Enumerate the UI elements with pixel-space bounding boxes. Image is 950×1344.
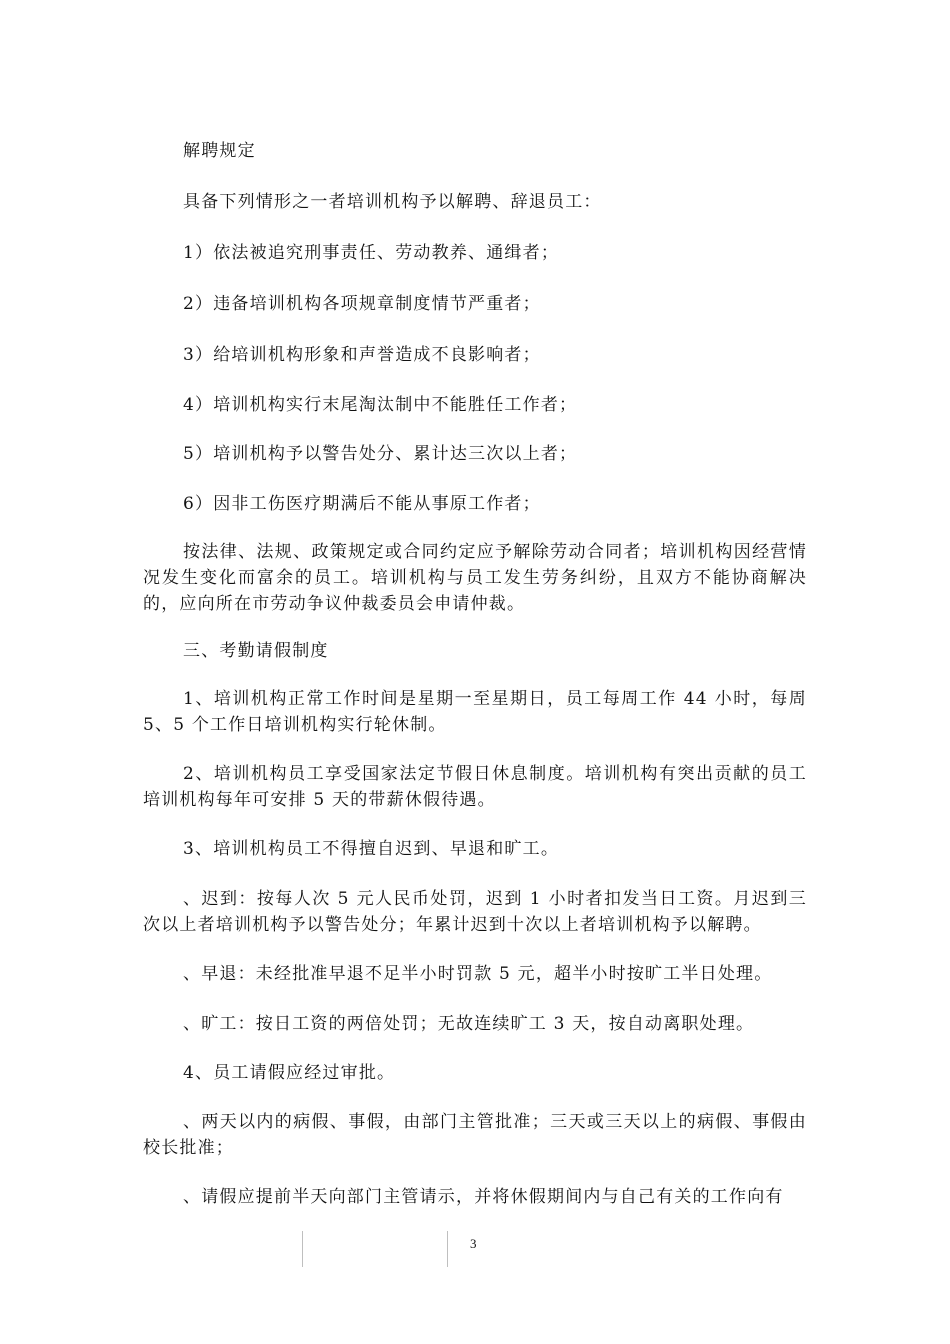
paragraph-early-leave: 、早退：未经批准早退不足半小时罚款 5 元，超半小时按旷工半日处理。 — [183, 964, 773, 984]
paragraph-late: 、迟到：按每人次 5 元人民币处罚，迟到 1 小时者扣发当日工资。月迟到三次以上者培训机构予以警告处分；年累计迟到十次以上者培训机构予以解聘。 — [143, 889, 807, 935]
list-item-3: 3）给培训机构形象和声誉造成不良影响者； — [183, 345, 541, 365]
list-item-5: 5）培训机构予以警告处分、累计达三次以上者； — [183, 444, 578, 464]
list-item-4: 4）培训机构实行末尾淘汰制中不能胜任工作者； — [183, 395, 578, 415]
footer-divider-left — [302, 1231, 303, 1267]
section-heading-dismissal: 解聘规定 — [183, 141, 256, 161]
list-item-1: 1）依法被追究刑事责任、劳动教养、通缉者； — [183, 243, 560, 263]
paragraph-work-hours: 1、培训机构正常工作时间是星期一至星期日，员工每周工作 44 小时，每周 5、5 个工作日培训机构实行轮休制。 — [143, 689, 807, 735]
paragraph-absence: 、旷工：按日工资的两倍处罚；无故连续旷工 3 天，按自动离职处理。 — [183, 1014, 755, 1034]
footer-divider-right — [447, 1231, 448, 1267]
paragraph-short-leave: 、两天以内的病假、事假，由部门主管批准；三天或三天以上的病假、事假由校长批准； — [143, 1112, 807, 1158]
paragraph-leave-approval: 4、员工请假应经过审批。 — [183, 1063, 396, 1083]
paragraph-attendance-rule: 3、培训机构员工不得擅自迟到、早退和旷工。 — [183, 839, 560, 859]
section-heading-attendance: 三、考勤请假制度 — [183, 641, 329, 661]
paragraph-intro: 具备下列情形之一者培训机构予以解聘、辞退员工： — [183, 192, 602, 212]
list-item-2: 2）违备培训机构各项规章制度情节严重者； — [183, 294, 541, 314]
page-number: 3 — [470, 1236, 477, 1251]
paragraph-leave-request: 、请假应提前半天向部门主管请示，并将休假期间内与自己有关的工作向有 — [183, 1187, 784, 1207]
paragraph-legal: 按法律、法规、政策规定或合同约定应予解除劳动合同者；培训机构因经营情况发生变化而富余的员工。培训机构与员工发生劳务纠纷，且双方不能协商解决的，应向所在市劳动争议仲裁委员会申请仲裁。 — [143, 542, 807, 614]
list-item-6: 6）因非工伤医疗期满后不能从事原工作者； — [183, 494, 541, 514]
paragraph-holidays: 2、培训机构员工享受国家法定节假日休息制度。培训机构有突出贡献的员工培训机构每年可安排 5 天的带薪休假待遇。 — [143, 764, 807, 810]
